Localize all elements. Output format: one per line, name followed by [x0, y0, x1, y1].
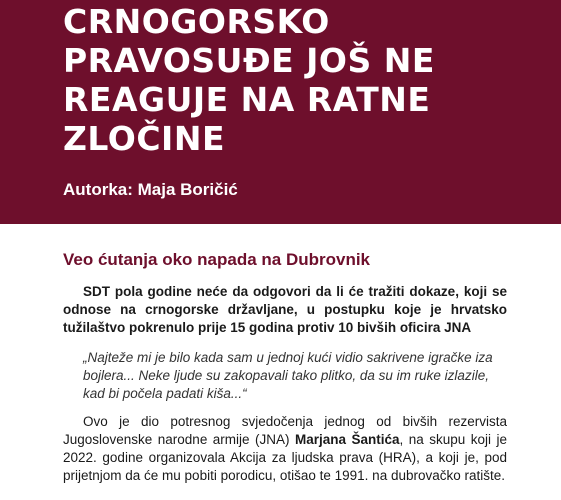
article-subheading: Veo ćutanja oko napada na Dubrovnik — [63, 250, 371, 269]
article-title: CRNOGORSKO PRAVOSUĐE JOŠ NE REAGUJE NA RATNE ZLOČINE — [63, 2, 435, 158]
article-body-paragraph — [63, 413, 507, 485]
article-lead: SDT pola godine neće da odgovori da li će tražiti dokaze, koji se odnose na crnogorske državljane, u postupku koje je hrvatsko tužilaštvo pokrenulo prije 15 godina protiv 10 bivših oficira JNA — [63, 284, 507, 335]
article-author: Autorka: Maja Boričić — [63, 180, 238, 199]
header-banner — [0, 0, 561, 224]
body-text-end: , na skupu koji je 2022. godine organizovala Akcija za ljudska prava (HRA), a koji je, pod prijetnjom da će mu pobiti porodicu, otišao te 1991. na dubrovačko ratište. — [63, 432, 508, 483]
person-name: Marjana Šantića — [295, 432, 400, 447]
body-text-start: Ovo je dio potresnog svjedočenja jednog od bivših rezervista Jugoslovenske narodne armije (JNA) — [63, 414, 507, 447]
article-quote: „Najteže mi je bilo kada sam u jednoj kući vidio sakrivene igračke iza bojlera... Neke ljude su zakopavali tako plitko, da su im ruke izlazile, kad bi počela padati kiša...“ — [83, 350, 493, 401]
